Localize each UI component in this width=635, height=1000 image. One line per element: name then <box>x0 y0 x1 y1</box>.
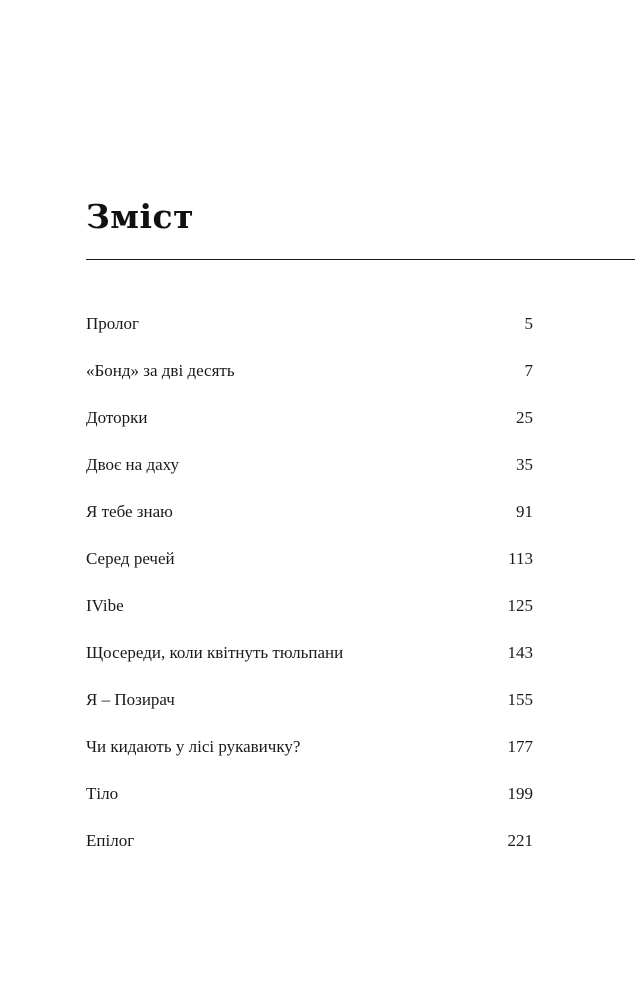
toc-entry-title: «Бонд» за дві десять <box>86 361 235 380</box>
toc-entry-page: 143 <box>507 643 533 662</box>
toc-entry-page: 7 <box>524 361 533 380</box>
toc-entry-title: Тіло <box>86 784 119 803</box>
toc-entry-page: 5 <box>524 314 533 333</box>
toc-entry-page: 177 <box>507 737 533 756</box>
toc-entry-page: 113 <box>508 549 533 568</box>
toc-entry[interactable] <box>86 312 533 359</box>
toc-entry-title: IVibe <box>86 596 124 615</box>
toc-entry[interactable] <box>86 500 533 547</box>
toc-entry-page: 221 <box>507 831 533 850</box>
toc-entry-title: Серед речей <box>86 549 175 568</box>
toc-entry-title: Я – Позирач <box>86 690 175 709</box>
toc-entry[interactable] <box>86 782 533 829</box>
toc-entry-title: Чи кидають у лісі рукавичку? <box>86 737 301 756</box>
title-divider <box>86 259 635 260</box>
toc-entry-title: Щосереди, коли квітнуть тюльпани <box>86 643 344 662</box>
toc-entry-page: 125 <box>507 596 533 615</box>
toc-entry[interactable] <box>86 406 533 453</box>
toc-entry-title: Пролог <box>86 314 140 333</box>
toc-entry[interactable] <box>86 688 533 735</box>
toc-entry[interactable] <box>86 735 533 782</box>
toc-entry[interactable] <box>86 594 533 641</box>
toc-entry[interactable] <box>86 641 533 688</box>
toc-entry-page: 199 <box>507 784 533 803</box>
toc-entry-page: 155 <box>507 690 533 709</box>
table-of-contents <box>86 312 533 876</box>
toc-entry-page: 91 <box>516 502 533 521</box>
toc-entry-title: Я тебе знаю <box>86 502 173 521</box>
toc-entry[interactable] <box>86 359 533 406</box>
toc-entry[interactable] <box>86 547 533 594</box>
toc-entry[interactable] <box>86 829 533 876</box>
page-title: Зміст <box>86 197 195 236</box>
toc-entry-title: Епілог <box>86 831 135 850</box>
toc-entry-page: 25 <box>516 408 533 427</box>
toc-entry[interactable] <box>86 453 533 500</box>
toc-entry-page: 35 <box>516 455 533 474</box>
toc-entry-title: Доторки <box>86 408 148 427</box>
toc-entry-title: Двоє на даху <box>86 455 179 474</box>
